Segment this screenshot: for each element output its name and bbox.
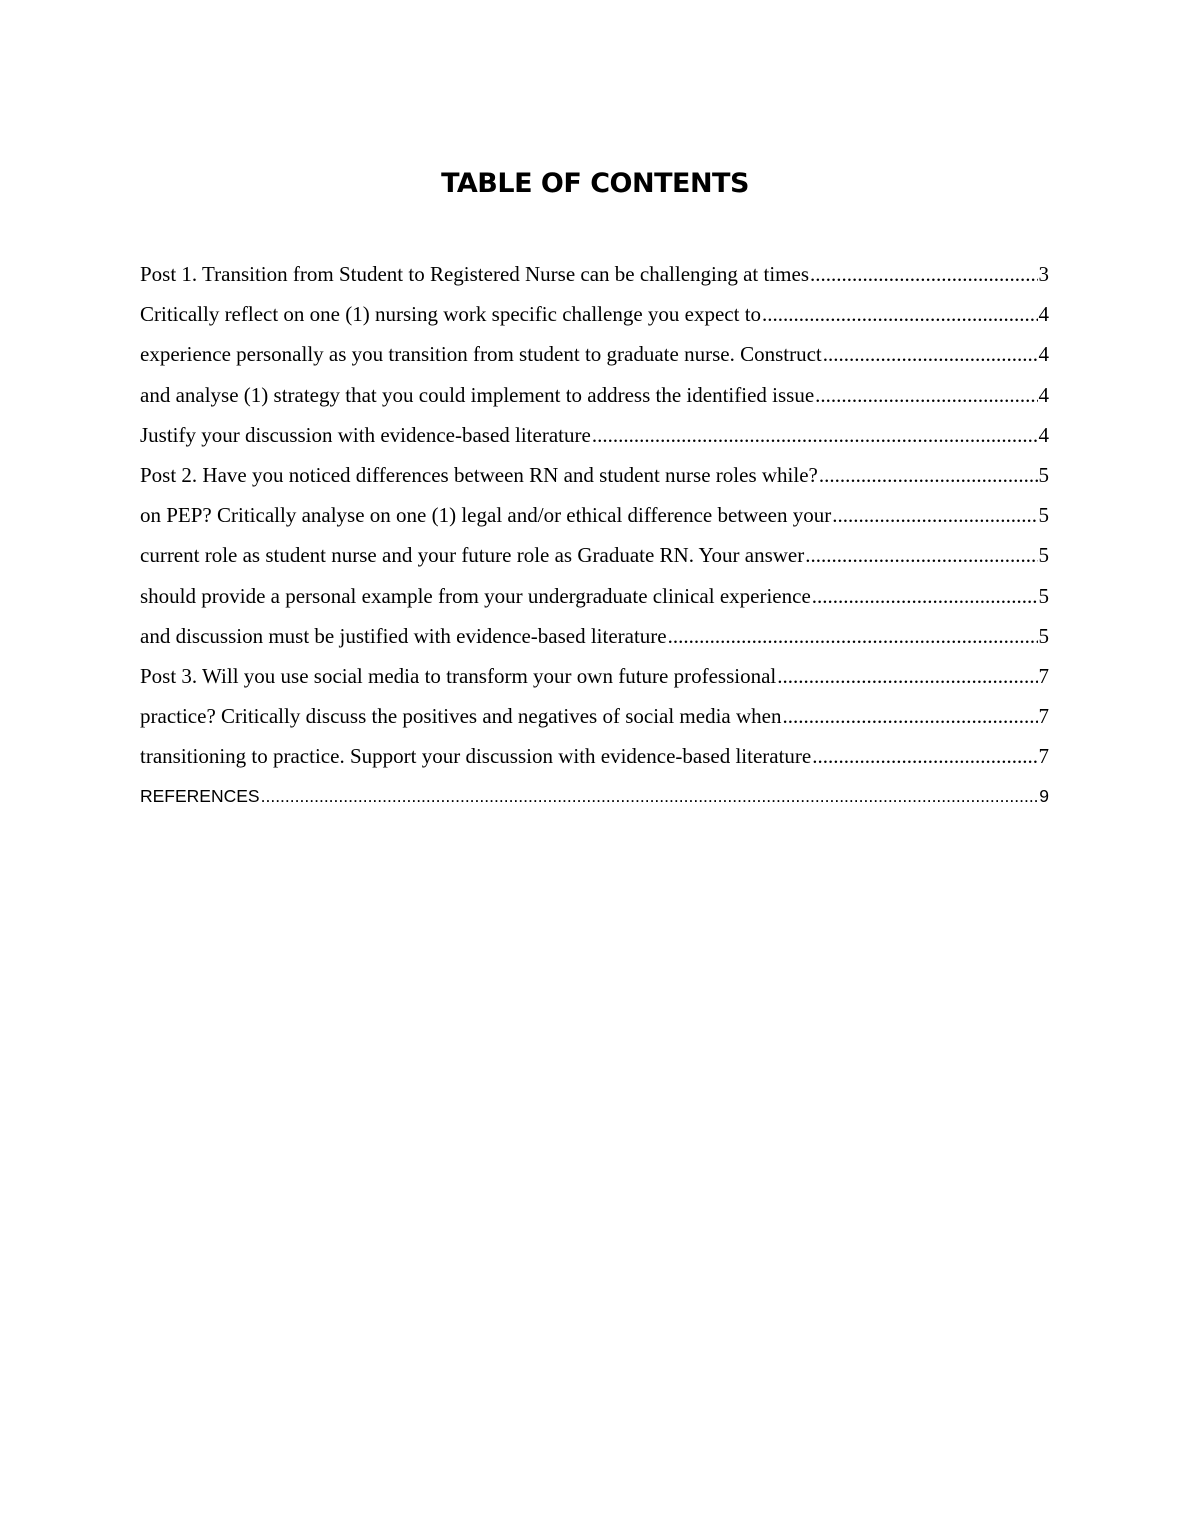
toc-entry-text: experience personally as you transition from student to graduate nurse. Construct — [140, 342, 822, 367]
toc-entry-text: Critically reflect on one (1) nursing work specific challenge you expect to — [140, 302, 762, 327]
toc-entry[interactable] — [140, 258, 1049, 298]
toc-entry-text: current role as student nurse and your future role as Graduate RN. Your answer — [140, 543, 805, 568]
toc-page-number: 5 — [1038, 583, 1049, 608]
toc-entry[interactable] — [140, 580, 1049, 620]
toc-page-number: 5 — [1038, 543, 1049, 568]
toc-entry-text: and discussion must be justified with evidence-based literature — [140, 623, 667, 648]
dot-leader — [823, 338, 1038, 370]
toc-entry[interactable] — [140, 620, 1049, 660]
dot-leader — [832, 499, 1037, 531]
toc-page-number: 7 — [1038, 663, 1049, 688]
toc-entry[interactable] — [140, 298, 1049, 338]
toc-entry-text: and analyse (1) strategy that you could implement to address the identified issue — [140, 382, 815, 407]
toc-entry-text: transitioning to practice. Support your discussion with evidence-based literature — [140, 744, 812, 769]
dot-leader — [777, 660, 1037, 692]
dot-leader — [805, 539, 1037, 571]
toc-entry-text: REFERENCES — [140, 786, 260, 807]
toc-page-number: 3 — [1038, 262, 1049, 286]
toc-page-number: 4 — [1038, 302, 1049, 327]
toc-page-number: 4 — [1038, 382, 1049, 407]
toc-page-number: 7 — [1038, 744, 1049, 769]
toc-entry-text: on PEP? Critically analyse on one (1) legal and/or ethical difference between your — [140, 503, 832, 528]
toc-page-number: 4 — [1038, 342, 1049, 367]
toc-page-number: 5 — [1038, 623, 1049, 648]
toc-page-number: 5 — [1038, 462, 1049, 487]
dot-leader — [668, 620, 1038, 652]
toc-entry-text: Post 2. Have you noticed differences between RN and student nurse roles while? — [140, 462, 818, 487]
toc-entry[interactable] — [140, 419, 1049, 459]
toc-entry[interactable] — [140, 499, 1049, 539]
table-of-contents — [140, 258, 1049, 821]
dot-leader — [782, 700, 1037, 732]
dot-leader — [592, 419, 1038, 451]
dot-leader — [819, 459, 1038, 491]
toc-entry-references[interactable] — [140, 780, 1049, 820]
toc-page-number: 9 — [1039, 786, 1049, 807]
toc-entry[interactable] — [140, 660, 1049, 700]
toc-entry-text: Post 1. Transition from Student to Registered Nurse can be challenging at times — [140, 262, 809, 286]
dot-leader — [762, 298, 1037, 330]
page-title: TABLE OF CONTENTS — [441, 168, 749, 199]
toc-entry-text: Justify your discussion with evidence-based literature — [140, 422, 591, 447]
toc-page-number: 7 — [1038, 704, 1049, 729]
toc-entry[interactable] — [140, 740, 1049, 780]
toc-entry[interactable] — [140, 539, 1049, 579]
toc-entry[interactable] — [140, 459, 1049, 499]
toc-entry-text: should provide a personal example from your undergraduate clinical experience — [140, 583, 811, 608]
toc-entry-text: Post 3. Will you use social media to transform your own future professional — [140, 663, 777, 688]
toc-entry[interactable] — [140, 700, 1049, 740]
dot-leader — [812, 580, 1038, 612]
dot-leader — [261, 780, 1039, 812]
toc-entry[interactable] — [140, 338, 1049, 378]
dot-leader — [810, 258, 1038, 290]
toc-page-number: 5 — [1038, 503, 1049, 528]
toc-entry[interactable] — [140, 379, 1049, 419]
dot-leader — [815, 379, 1037, 411]
dot-leader — [812, 740, 1037, 772]
toc-entry-text: practice? Critically discuss the positives and negatives of social media when — [140, 704, 782, 729]
toc-page-number: 4 — [1038, 422, 1049, 447]
